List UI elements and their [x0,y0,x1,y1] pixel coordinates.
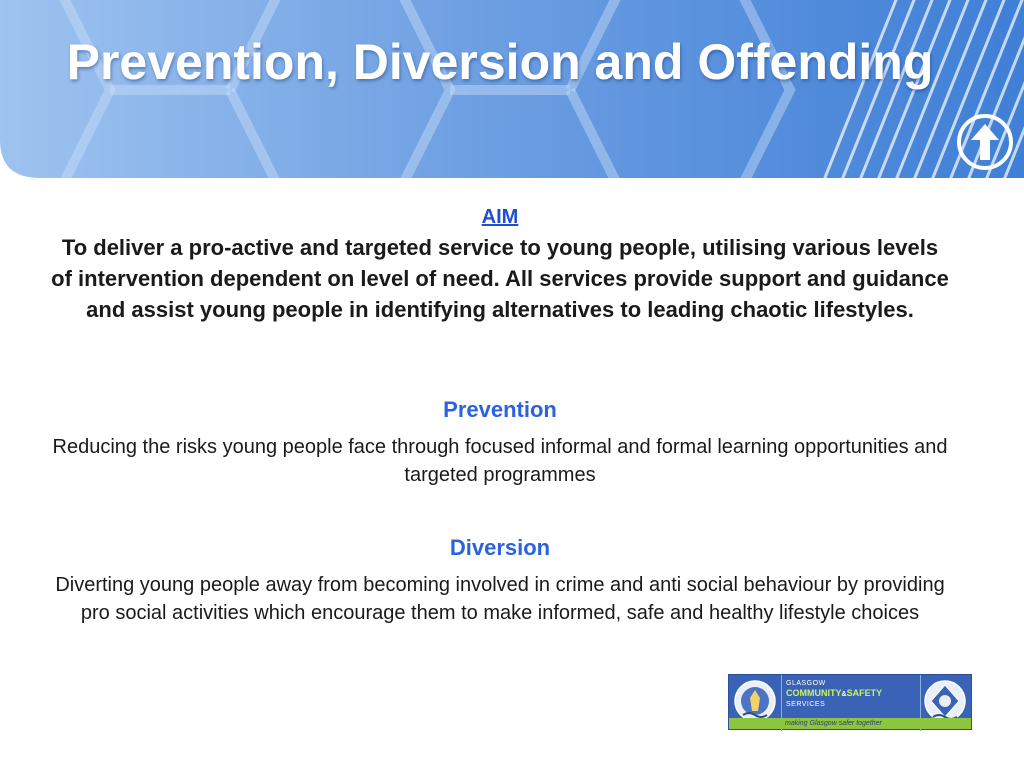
logo-word-community: COMMUNITY [786,688,842,698]
aim-heading: AIM [481,206,519,228]
glasgow-crest-icon [733,679,777,723]
logo-word-safety: SAFETY [846,688,883,698]
community-safety-logo [728,674,972,730]
diversion-text: Diverting young people away from becoming involved in crime and anti social behaviour by providing pro social activities which encourage them to make informed, safe and healthy lifestyle choices [55,574,945,624]
logo-line-services: SERVICES [786,701,826,708]
logo-tagline: making Glasgow safer together [785,720,882,727]
header-banner [0,0,1024,178]
logo-line-community-safety [786,688,920,700]
nav-up-button[interactable] [955,112,1015,172]
aim-text: To deliver a pro-active and targeted service to young people, utilising various levels of intervention dependent on level of need. All services provide support and guidance and assist young people in identifying alternatives to leading chaotic lifestyles. [51,235,949,322]
circle-up-arrow-icon [955,112,1015,172]
diversion-heading: Diversion [449,535,551,560]
slide-title: Prevention, Diversion and Offending [66,34,934,90]
police-badge-icon [923,679,967,723]
prevention-heading: Prevention [443,397,557,422]
logo-ampersand: & [841,691,847,698]
prevention-text: Reducing the risks young people face through focused informal and formal learning opportunities and targeted programmes [52,436,948,486]
logo-line-glasgow: GLASGOW [786,680,826,687]
